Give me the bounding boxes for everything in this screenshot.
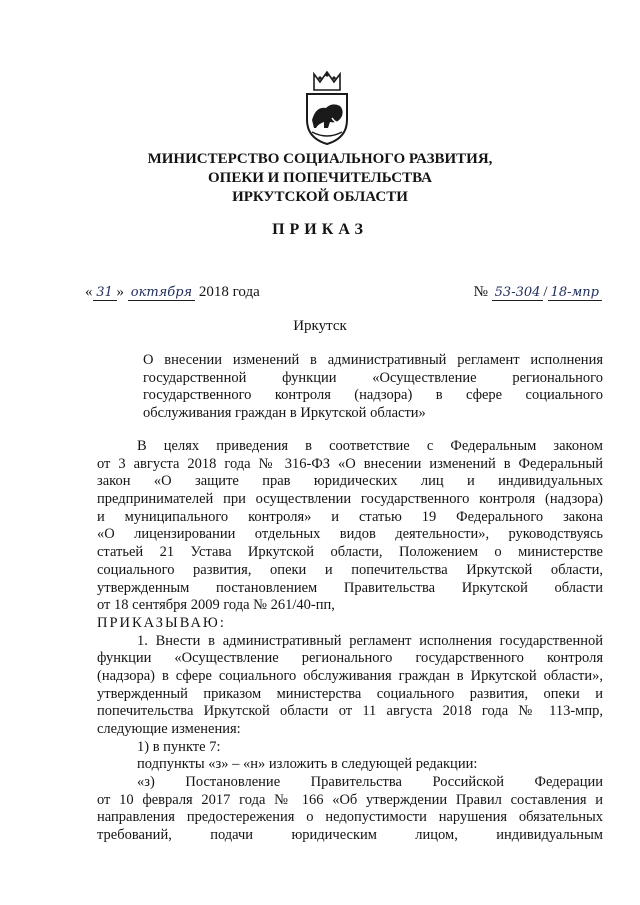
order-subject (143, 352, 603, 422)
number-handwritten: 53-304 (492, 286, 544, 301)
body-line: функции «Осуществление регионального государственного контроля (97, 650, 603, 667)
body-line: от 10 февраля 2017 года № 166 «Об утверждении Правил составления и (97, 791, 603, 808)
body-line: утвержденным постановлением Правительства Иркутской области (97, 579, 603, 596)
ministry-line: ИРКУТСКОЙ ОБЛАСТИ (232, 189, 408, 205)
body-line: предпринимателей при осуществлении государственного контроля (надзора) (97, 491, 603, 508)
ministry-line: МИНИСТЕРСТВО СОЦИАЛЬНОГО РАЗВИТИЯ, (147, 151, 493, 167)
body-line: от 3 августа 2018 года № 316-ФЗ «О внесении изменений в Федеральный (97, 455, 603, 472)
order-directive: ПРИКАЗЫВАЮ: (97, 614, 226, 631)
subject-line: государственного контроля (надзора) в сфере социального (143, 387, 603, 403)
order-date (85, 284, 260, 301)
subject-line: обслуживания граждан в Иркутской области» (143, 404, 426, 421)
date-close-quote: » (116, 284, 124, 300)
body-line: подпункты «з» – «н» изложить в следующей редакции: (137, 756, 478, 773)
order-body (97, 438, 603, 845)
body-line: 1) в пункте 7: (137, 738, 221, 755)
number-suffix-handwritten: 18-мпр (548, 286, 602, 301)
body-line: В целях приведения в соответствие с Федеральным законом (137, 438, 603, 454)
body-line: социального развития, опеки и попечительства Иркутской области, (97, 561, 603, 578)
body-line: закон «О защите прав юридических лиц и индивидуальных (97, 473, 603, 490)
body-line: попечительства Иркутской области от 11 августа 2018 года № 113-мпр, (97, 703, 603, 720)
subject-line: О внесении изменений в административный регламент исполнения (143, 352, 603, 368)
body-line: (надзора) в сфере социального обслуживания граждан в Иркутской области», (97, 667, 603, 684)
city-name: Иркутск (293, 318, 347, 334)
date-day-handwritten: 31 (93, 286, 117, 301)
subject-line: государственной функции «Осуществление регионального (143, 369, 603, 386)
ministry-line: ОПЕКИ И ПОПЕЧИТЕЛЬСТВА (208, 170, 432, 186)
date-year: 2018 года (198, 284, 260, 300)
body-line: следующие изменения: (97, 721, 241, 737)
irkutsk-coat-of-arms-emblem (302, 68, 352, 146)
document-type-title: ПРИКАЗ (272, 221, 368, 238)
body-line: «з) Постановление Правительства Российской Федерации (137, 774, 603, 791)
date-open-quote: « (85, 284, 93, 300)
number-slash: / (543, 284, 548, 300)
body-line: и муниципального контроля» и статью 19 Федерального закона (97, 508, 603, 525)
ministry-name (130, 150, 510, 207)
body-line: статьей 21 Устава Иркутской области, Положением о министерстве (97, 544, 603, 561)
body-line: утвержденный приказом министерства социального развития, опеки и (97, 685, 603, 702)
number-sign: № (473, 284, 488, 300)
body-line: от 18 сентября 2009 года № 261/40-пп, (97, 597, 335, 614)
body-line: 1. Внести в административный регламент исполнения государственной (137, 632, 603, 649)
order-number (474, 284, 602, 301)
body-line: направления предостережения о недопустимости нарушения обязательных (97, 809, 603, 826)
date-month-handwritten: октября (128, 286, 195, 301)
body-line: требований, подачи юридическим лицом, индивидуальным (97, 827, 603, 844)
body-line: «О лицензировании отдельных видов деятельности», руководствуясь (97, 526, 603, 543)
